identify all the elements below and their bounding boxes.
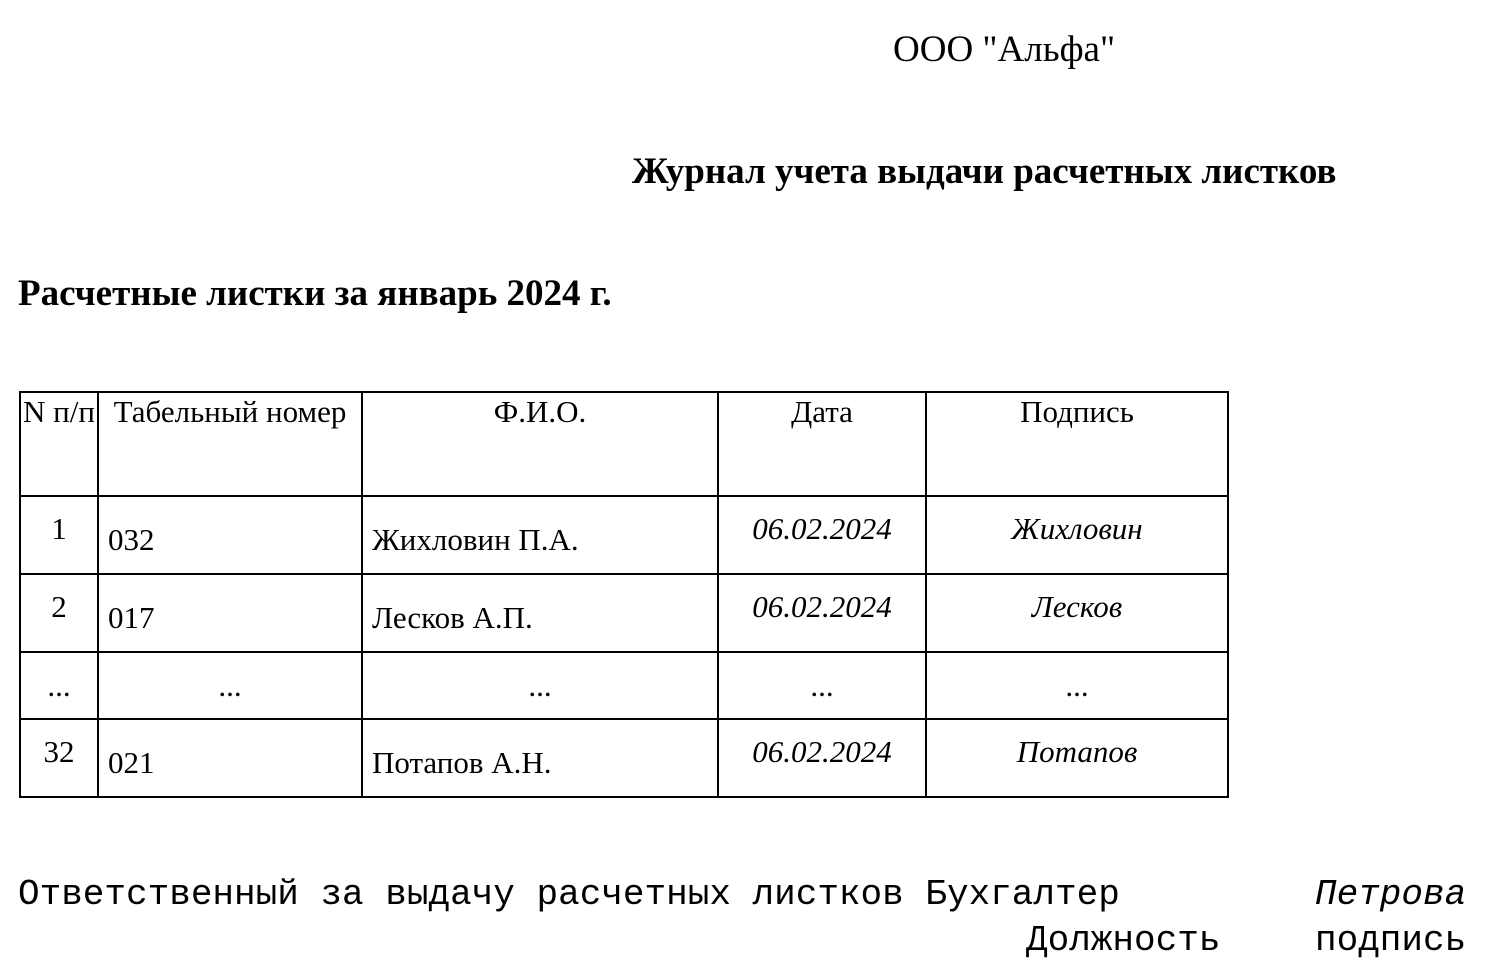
table-row-ellipsis — [20, 652, 1228, 719]
cell-date: 06.02.2024 — [718, 574, 926, 652]
cell-signature: Лесков — [926, 574, 1228, 652]
table-header-row — [20, 392, 1228, 496]
cell-signature: ... — [926, 652, 1228, 719]
cell-num: ... — [20, 652, 98, 719]
cell-tab-number: 017 — [98, 574, 362, 652]
cell-num: 2 — [20, 574, 98, 652]
header-fio: Ф.И.О. — [362, 392, 718, 496]
header-date: Дата — [718, 392, 926, 496]
cell-num: 32 — [20, 719, 98, 797]
organization-name: ООО "Альфа" — [893, 29, 1116, 70]
signature-caption: подпись — [1315, 920, 1467, 961]
cell-fio: Потапов А.Н. — [362, 719, 718, 797]
header-tab-number: Табельный номер — [98, 392, 362, 496]
table-row — [20, 574, 1228, 652]
table-row — [20, 496, 1228, 574]
payslip-journal-table — [19, 391, 1229, 798]
cell-fio: ... — [362, 652, 718, 719]
signature-value: Петрова — [1315, 874, 1467, 915]
header-num: N п/п — [20, 392, 98, 496]
cell-fio: Жихловин П.А. — [362, 496, 718, 574]
cell-date: ... — [718, 652, 926, 719]
footer-line — [18, 872, 1120, 918]
cell-tab-number: 021 — [98, 719, 362, 797]
cell-tab-number: ... — [98, 652, 362, 719]
journal-title: Журнал учета выдачи расчетных листков — [632, 151, 1337, 192]
header-signature: Подпись — [926, 392, 1228, 496]
position-caption: Должность — [1026, 920, 1221, 961]
cell-signature: Потапов — [926, 719, 1228, 797]
table-row — [20, 719, 1228, 797]
cell-fio: Лесков А.П. — [362, 574, 718, 652]
period-title: Расчетные листки за январь 2024 г. — [18, 273, 612, 314]
responsible-label: Ответственный за выдачу расчетных листков — [18, 874, 904, 915]
cell-date: 06.02.2024 — [718, 496, 926, 574]
position-value: Бухгалтер — [925, 874, 1120, 915]
cell-tab-number: 032 — [98, 496, 362, 574]
cell-date: 06.02.2024 — [718, 719, 926, 797]
cell-num: 1 — [20, 496, 98, 574]
cell-signature: Жихловин — [926, 496, 1228, 574]
